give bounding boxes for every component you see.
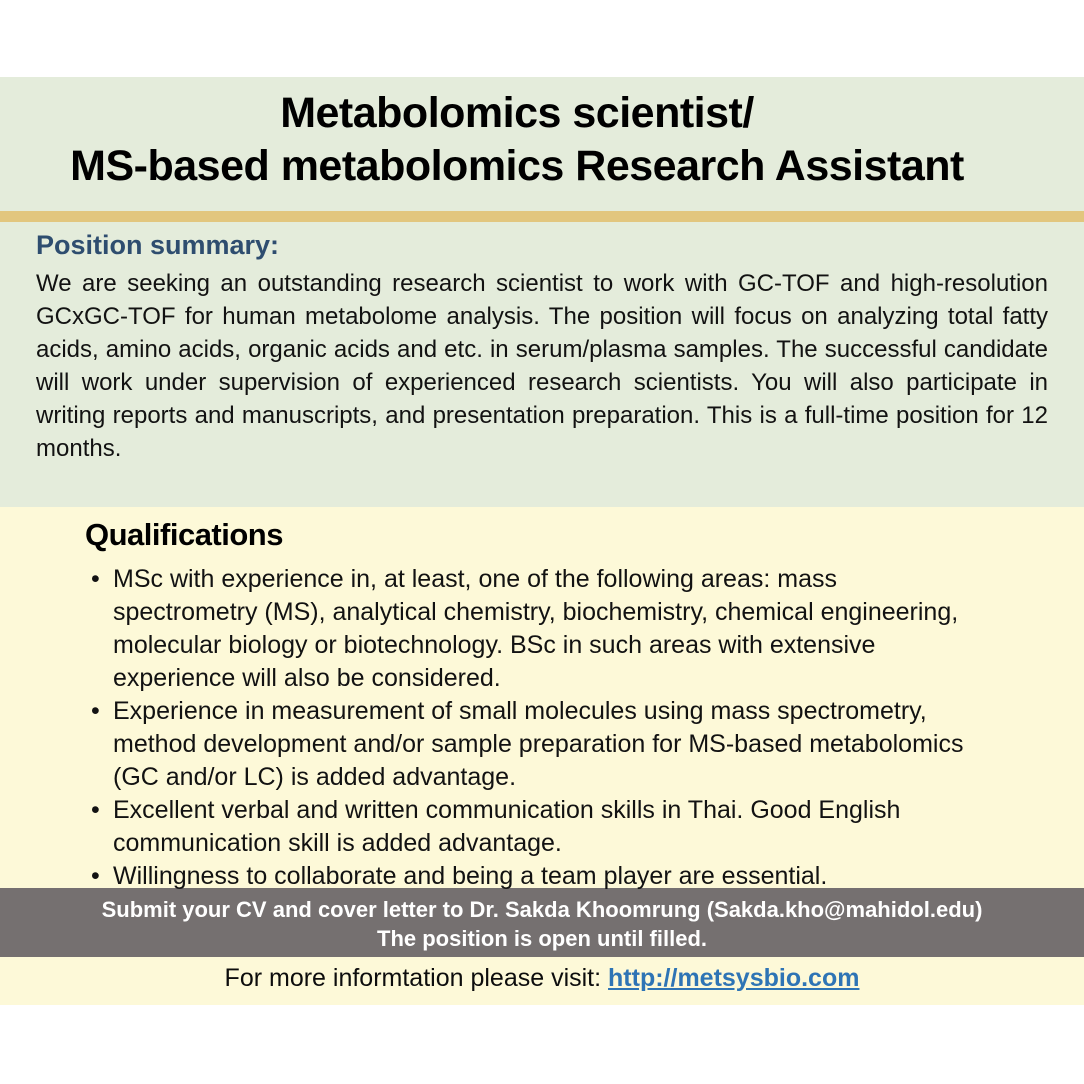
qualifications-section	[0, 507, 1084, 888]
qualifications-heading: Qualifications	[85, 517, 283, 552]
bottom-margin	[0, 1005, 1084, 1084]
list-item: • Excellent verbal and written communication skills in Thai. Good English communication skill is added advantage.	[85, 794, 988, 860]
position-summary-section	[0, 222, 1084, 465]
footer	[0, 957, 1084, 1005]
list-item: • Experience in measurement of small molecules using mass spectrometry, method development and/or sample preparation for MS-based metabolomics (GC and/or LC) is added advantage.	[85, 695, 988, 794]
list-item: • Willingness to collaborate and being a team player are essential.	[85, 860, 988, 893]
website-link[interactable]: http://metsysbio.com	[608, 964, 860, 992]
top-margin	[0, 0, 1084, 77]
contact-line2: The position is open until filled.	[377, 926, 707, 951]
position-summary-text: We are seeking an outstanding research scientist to work with GC-TOF and high-resolution GCxGC-TOF for human metabolome analysis. The position will focus on analyzing total fatty acids, amino acids, organic acids and etc. in serum/plasma samples. The successful candidate will work under supervision of experienced research scientists. You will also participate in writing reports and manuscripts, and presentation preparation. This is a full-time position for 12 months.	[36, 270, 1048, 462]
contact-line1: Submit your CV and cover letter to Dr. Sakda Khoomrung (Sakda.kho@mahidol.edu)	[101, 897, 983, 922]
page-title-line2: MS-based metabolomics Research Assistant	[70, 142, 964, 190]
qualifications-list	[85, 563, 988, 893]
position-summary-heading: Position summary:	[36, 230, 280, 260]
footer-text: For more informtation please visit:	[224, 964, 609, 992]
header-section	[0, 77, 1084, 507]
list-item: • MSc with experience in, at least, one of the following areas: mass spectrometry (MS), analytical chemistry, biochemistry, chemical engineering, molecular biology or biotechnology. BSc in such areas with extensive experience will also be considered.	[85, 563, 988, 695]
page-title-line1: Metabolomics scientist/	[280, 89, 754, 137]
divider-bar	[0, 211, 1084, 222]
page-title	[0, 77, 1084, 211]
contact-banner	[0, 888, 1084, 957]
